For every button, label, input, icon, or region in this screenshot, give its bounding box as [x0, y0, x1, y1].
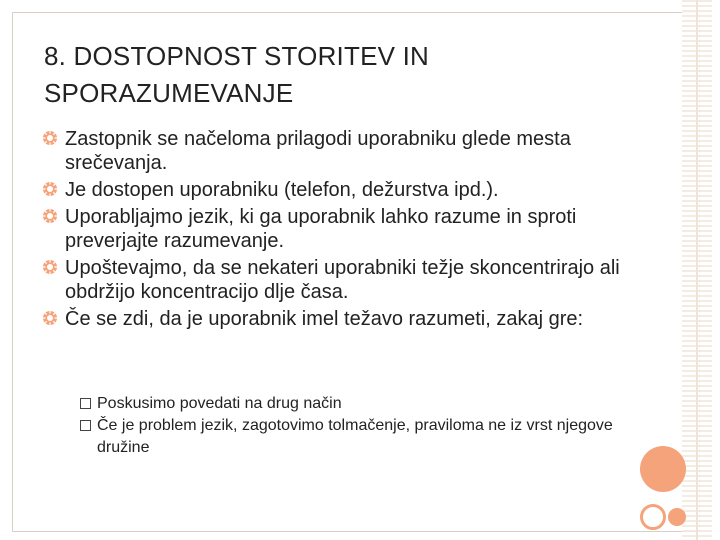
bullet-text: Je dostopen uporabniku (telefon, dežurstva ipd.). — [65, 179, 499, 201]
sub-bullet-text: Če je problem jezik, zagotovimo tolmačenje, praviloma ne iz vrst njegove družine — [97, 417, 613, 456]
sub-bullet-list — [80, 393, 620, 459]
bullet-item — [44, 178, 634, 202]
decorative-circle-ring — [640, 504, 666, 530]
bullet-text: Uporabljajmo jezik, ki ga uporabnik lahko razume in sproti preverjajte razumevanje. — [65, 206, 577, 252]
gear-icon — [42, 181, 58, 197]
sub-bullet-text: Poskusimo povedati na drug način — [97, 395, 342, 412]
slide-title — [44, 38, 604, 112]
bullet-text: Zastopnik se načeloma prilagodi uporabniku glede mesta srečevanja. — [65, 128, 571, 174]
bullet-list — [44, 127, 634, 334]
checkbox-icon — [80, 420, 91, 431]
gear-icon — [42, 130, 58, 146]
gear-icon — [42, 310, 58, 326]
bullet-text: Če se zdi, da je uporabnik imel težavo razumeti, zakaj gre: — [65, 308, 584, 330]
bullet-item — [44, 127, 634, 175]
checkbox-icon — [80, 398, 91, 409]
bullet-item — [44, 256, 634, 304]
bullet-item — [44, 205, 634, 253]
title-line-2: SPORAZUMEVANJE — [44, 78, 294, 108]
decorative-circle-large — [640, 446, 686, 492]
gear-icon — [42, 259, 58, 275]
title-line-1: 8. DOSTOPNOST STORITEV IN — [44, 41, 429, 71]
bullet-text: Upoštevajmo, da se nekateri uporabniki težje skoncentrirajo ali obdržijo koncentracijo dlje časa. — [65, 257, 620, 303]
decorative-line — [696, 0, 698, 540]
sub-bullet-item — [80, 393, 620, 415]
sub-bullet-item — [80, 415, 620, 459]
bullet-item — [44, 307, 634, 331]
decorative-circle-small — [668, 508, 686, 526]
gear-icon — [42, 208, 58, 224]
